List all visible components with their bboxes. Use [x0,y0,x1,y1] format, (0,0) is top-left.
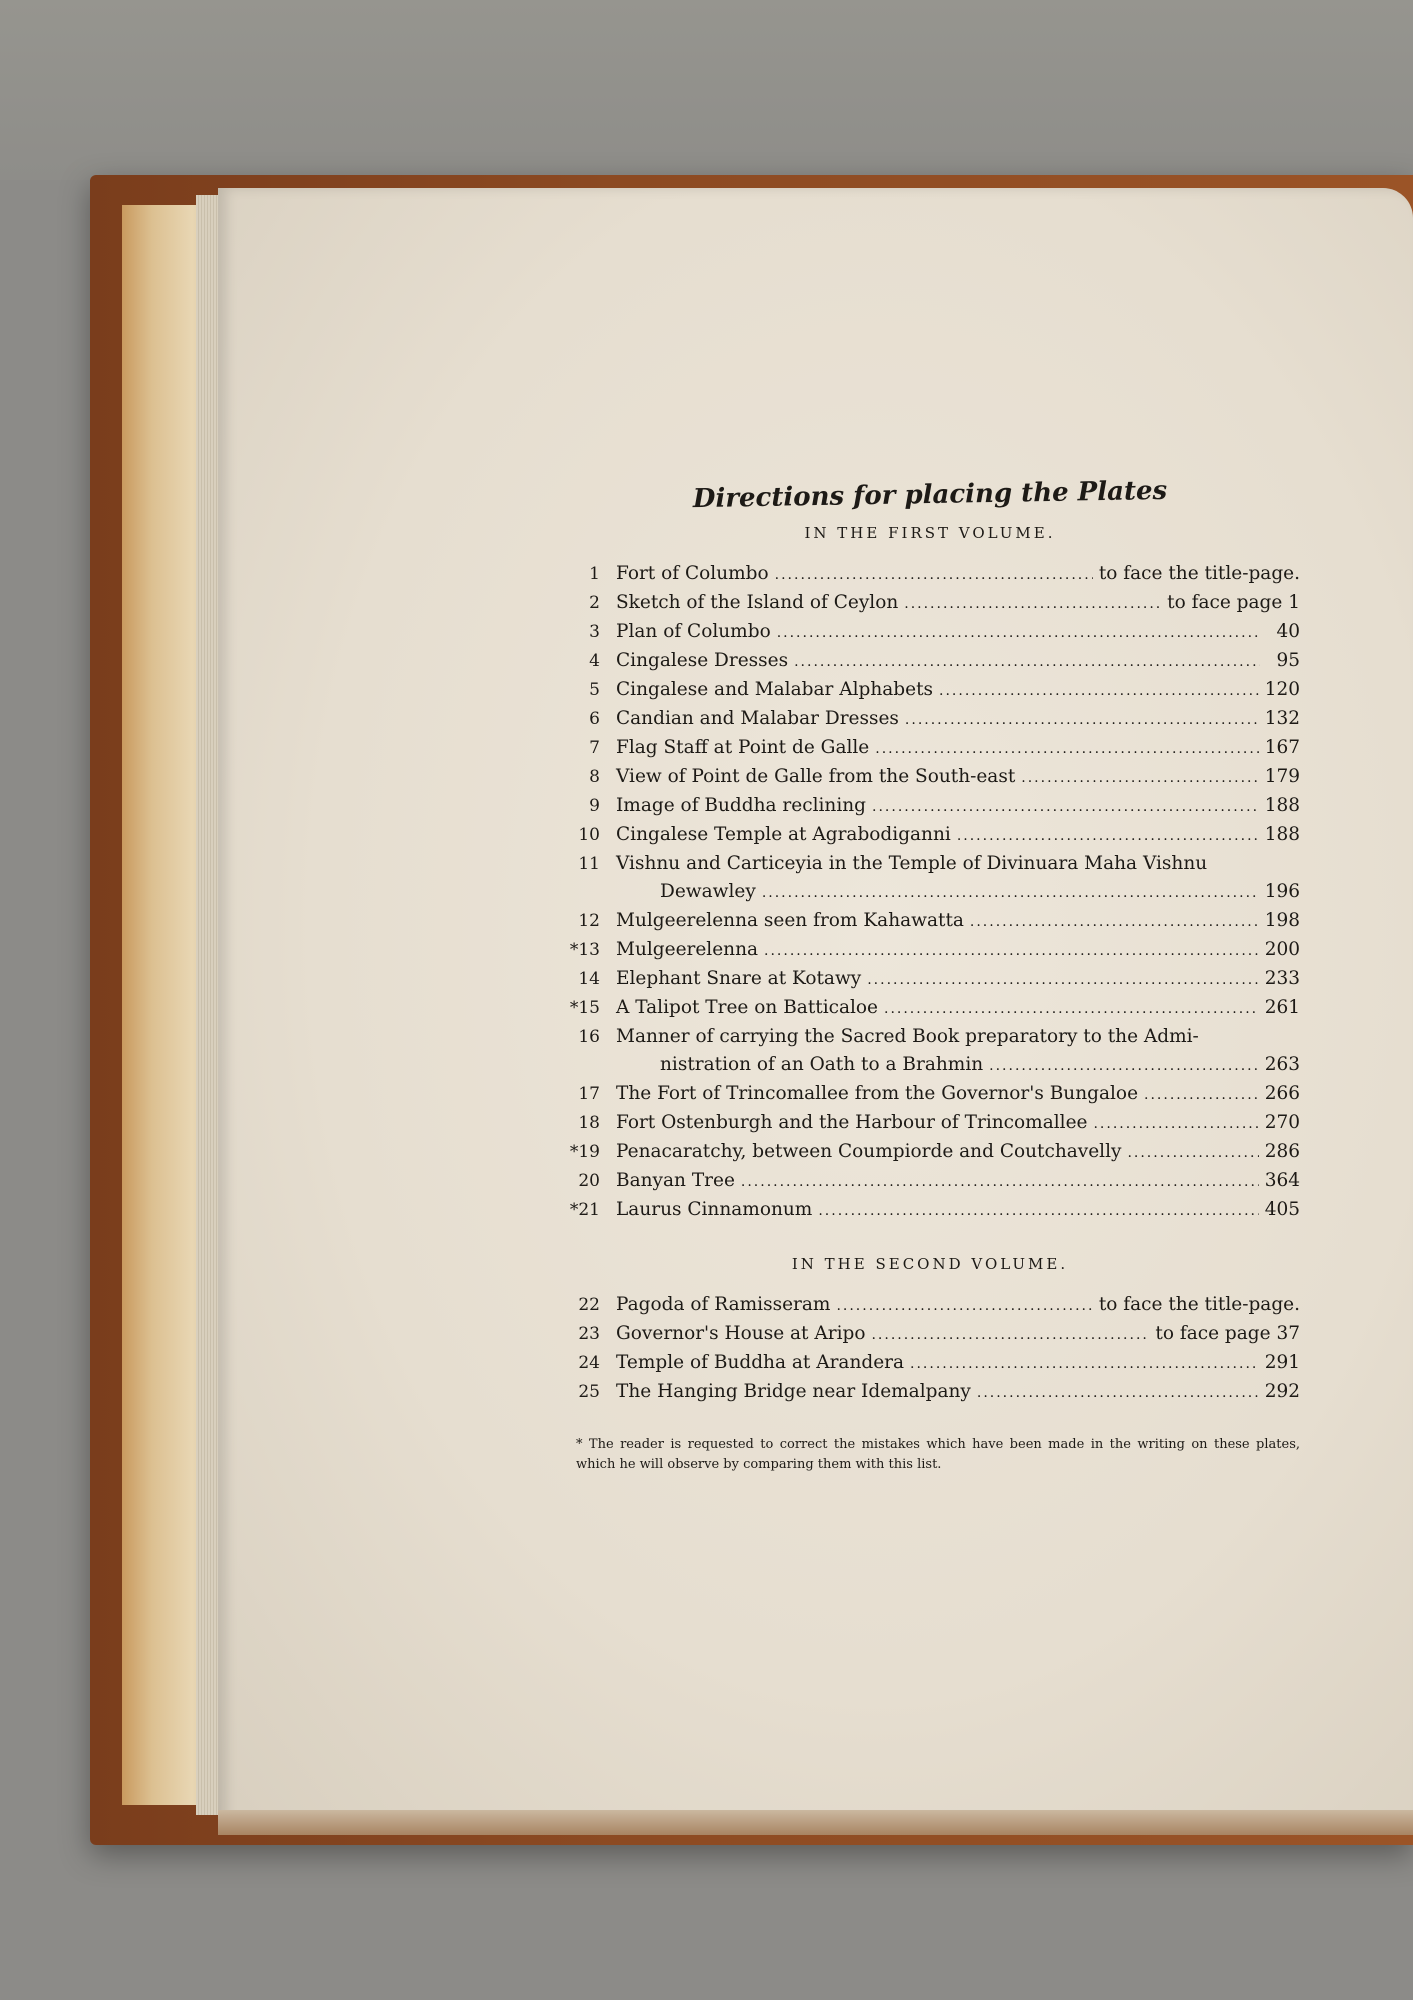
volume1-plate-list [560,560,1300,1225]
leader-dots [1093,1110,1258,1138]
plate-number: 23 [578,1324,600,1344]
footnote: * The reader is requested to correct the mistakes which have been made in the writing on these plates, which he will observe by comparing them with this list. [576,1437,1300,1472]
plate-number: *15 [569,998,600,1018]
plate-title: A Talipot Tree on Batticaloe [616,997,878,1018]
volume2-heading: IN THE SECOND VOLUME. [791,1255,1069,1273]
plate-entry [560,618,1300,647]
plate-title: Governor's House at Aripo [616,1323,866,1344]
plate-title: Cingalese Dresses [616,650,789,671]
page-bottom-edge [218,1810,1413,1835]
leader-dots [794,648,1260,676]
plate-entry [560,1023,1300,1080]
plate-page: 198 [1264,910,1300,931]
plate-title: Plan of Columbo [616,621,771,642]
plate-title: Banyan Tree [616,1170,735,1191]
plate-page: 263 [1264,1054,1300,1075]
plate-page: 200 [1264,939,1300,960]
plate-title: Mulgeerelenna [616,939,759,960]
leader-dots [762,879,1259,907]
plate-number: 1 [589,564,600,584]
plate-number: *13 [569,940,600,960]
plate-title: Sketch of the Island of Ceylon [616,592,899,613]
plate-number: *21 [569,1200,600,1220]
plate-page: 286 [1264,1141,1300,1162]
plate-page: 40 [1276,621,1300,642]
plate-number: 25 [578,1382,600,1402]
leader-dots [871,1321,1149,1349]
leader-dots [989,1052,1259,1080]
plate-title: Fort of Columbo [616,563,769,584]
leader-dots [875,735,1258,763]
plate-number: 22 [578,1295,600,1315]
plate-entry [560,763,1300,792]
leader-dots [939,677,1259,705]
plate-page: 270 [1264,1112,1300,1133]
backdrop [0,0,1413,180]
plate-number: 6 [589,709,600,729]
leader-dots [777,619,1260,647]
plate-entry [560,676,1300,705]
plate-title: The Fort of Trincomallee from the Governor's Bungaloe [616,1083,1139,1104]
plate-title-continued: Dewawley [660,881,756,902]
leader-dots [884,995,1259,1023]
plate-page: 261 [1264,997,1300,1018]
plate-number: 5 [589,680,600,700]
plate-entry [560,1291,1300,1320]
plate-title: Mulgeerelenna seen from Kahawatta [616,910,964,931]
plate-title: Vishnu and Carticeyia in the Temple of Divinuara Maha Vishnu [616,853,1208,874]
plate-page: to face the title-page. [1098,1294,1300,1315]
plate-number: 18 [578,1113,600,1133]
plate-page: 364 [1264,1170,1300,1191]
leader-dots [764,937,1259,965]
page-edges [196,195,220,1815]
plate-entry [560,1349,1300,1378]
plate-number: 4 [589,651,600,671]
plate-number: 8 [589,767,600,787]
plate-entry [560,1080,1300,1109]
leader-dots [977,1379,1259,1407]
plate-entry [560,821,1300,850]
plate-entry [560,850,1300,907]
plate-title: The Hanging Bridge near Idemalpany [616,1381,971,1402]
plate-title: Elephant Snare at Kotawy [616,968,862,989]
page-title: Directions for placing the Plates [692,475,1168,515]
plate-entry [560,907,1300,936]
leader-dots [818,1197,1258,1225]
plate-number: 11 [578,854,600,874]
leader-dots [1144,1081,1259,1109]
leader-dots [867,966,1258,994]
plate-page: 291 [1264,1352,1300,1373]
plate-title: Pagoda of Ramisseram [616,1294,831,1315]
plate-entry [560,1138,1300,1167]
plate-number: 20 [578,1171,600,1191]
leader-dots [1127,1139,1258,1167]
plate-number: 9 [589,796,600,816]
plate-page: to face page 1 [1167,592,1300,613]
plate-page: 266 [1264,1083,1300,1104]
plate-page: 233 [1264,968,1300,989]
volume2-plate-list [560,1291,1300,1407]
plate-number: 10 [578,825,600,845]
leader-dots [970,908,1259,936]
leader-dots [904,590,1161,618]
plate-page: 95 [1276,650,1300,671]
plate-entry [560,936,1300,965]
plate-title-continuation [560,878,1300,907]
plate-number: 14 [578,969,600,989]
plate-page: to face the title-page. [1098,563,1300,584]
plate-number: 16 [578,1027,600,1047]
plate-page: 292 [1264,1381,1300,1402]
plate-entry [560,1109,1300,1138]
plate-entry [560,1378,1300,1407]
plate-page: 179 [1264,766,1300,787]
leader-dots [1021,764,1258,792]
plate-number: 2 [589,593,600,613]
plate-number: 3 [589,622,600,642]
plate-number: 24 [578,1353,600,1373]
plate-number: 7 [589,738,600,758]
plate-page: 167 [1264,737,1300,758]
plate-page: 120 [1264,679,1300,700]
leader-dots [836,1292,1092,1320]
plate-entry [560,589,1300,618]
plate-page: to face page 37 [1155,1323,1300,1344]
leader-dots [775,561,1093,589]
leader-dots [872,793,1259,821]
plate-title-continued: nistration of an Oath to a Brahmin [660,1054,984,1075]
plate-entry [560,705,1300,734]
plate-entry [560,792,1300,821]
plate-title: Laurus Cinnamonum [616,1199,813,1220]
plate-title: Manner of carrying the Sacred Book preparatory to the Admi- [616,1026,1199,1047]
plate-number: *19 [569,1142,600,1162]
plate-entry [560,1167,1300,1196]
leader-dots [957,822,1259,850]
plate-number: 12 [578,911,600,931]
leader-dots [905,706,1259,734]
volume1-heading: IN THE FIRST VOLUME. [804,524,1056,542]
plate-entry [560,560,1300,589]
plates-directions [560,475,1300,1488]
plate-entry [560,965,1300,994]
plate-title: View of Point de Galle from the South-east [616,766,1016,787]
plate-title: Fort Ostenburgh and the Harbour of Trincomallee [616,1112,1088,1133]
plate-number: 17 [578,1084,600,1104]
plate-page: 132 [1264,708,1300,729]
leader-dots [910,1350,1259,1378]
leader-dots [741,1168,1259,1196]
plate-page: 196 [1264,881,1300,902]
plate-entry [560,734,1300,763]
plate-title: Image of Buddha reclining [616,795,867,816]
plate-entry [560,1196,1300,1225]
plate-title-continuation [560,1051,1300,1080]
plate-page: 188 [1264,795,1300,816]
plate-title: Cingalese Temple at Agrabodiganni [616,824,951,845]
plate-entry [560,647,1300,676]
plate-entry [560,1320,1300,1349]
plate-title: Candian and Malabar Dresses [616,708,899,729]
plate-title: Cingalese and Malabar Alphabets [616,679,934,700]
plate-title: Penacaratchy, between Coumpiorde and Coutchavelly [616,1141,1122,1162]
plate-page: 188 [1264,824,1300,845]
plate-title: Flag Staff at Point de Galle [616,737,870,758]
plate-title: Temple of Buddha at Arandera [616,1352,905,1373]
plate-page: 405 [1264,1199,1300,1220]
plate-entry [560,994,1300,1023]
